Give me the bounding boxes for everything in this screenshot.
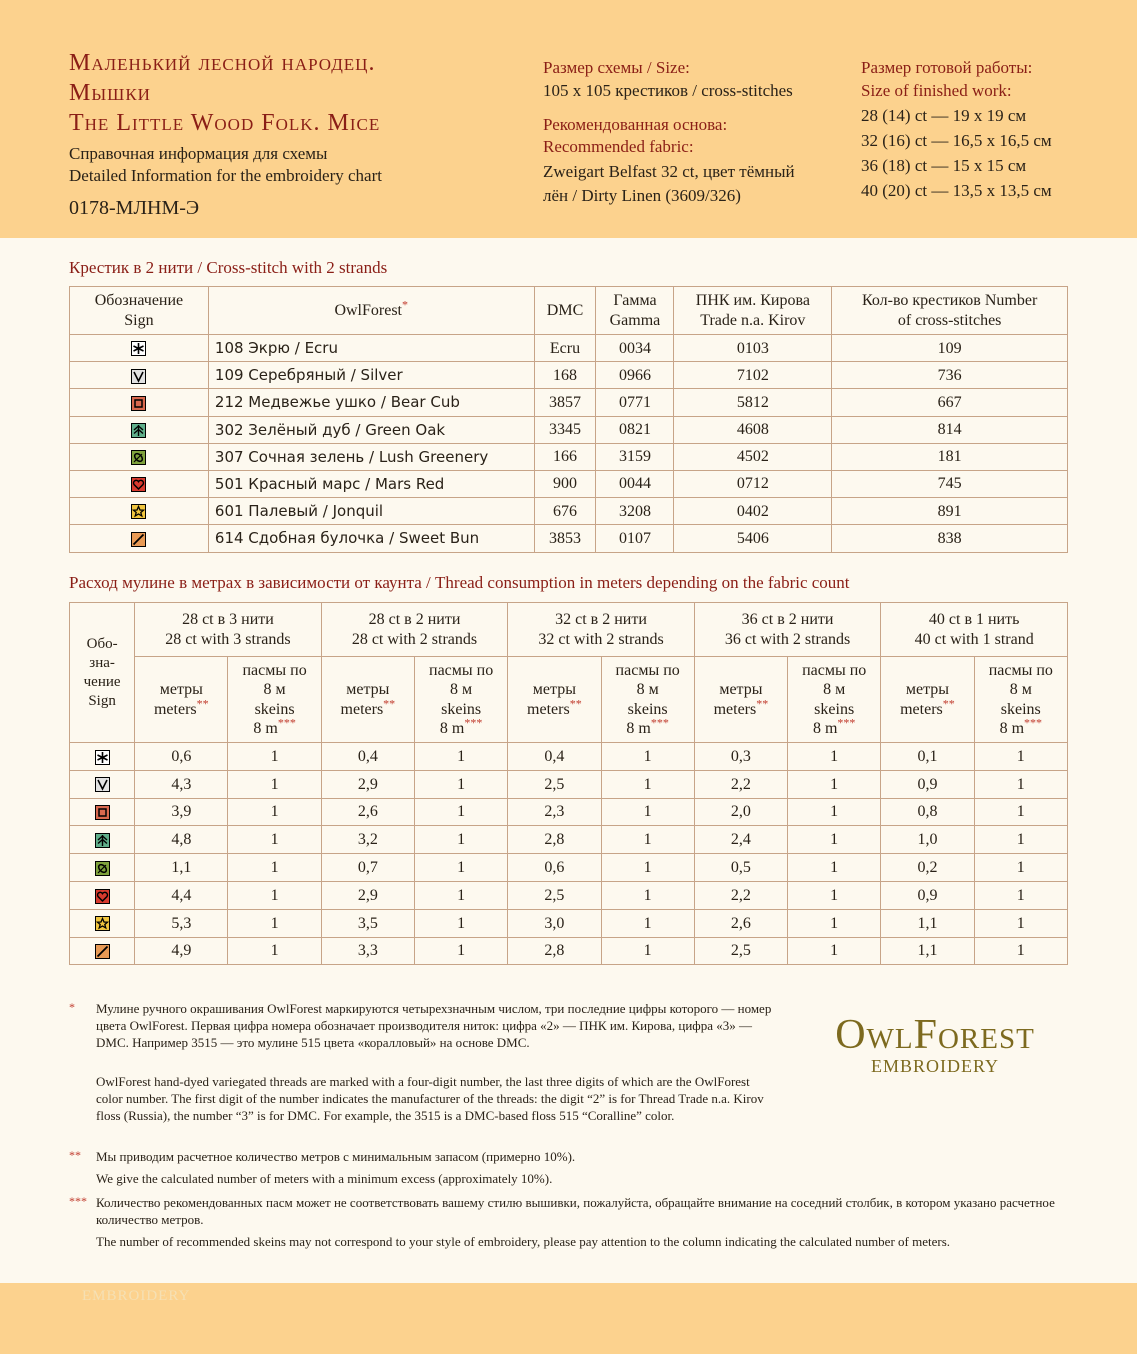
footnote-2-ru: Мы приводим расчетное количество метров с минимальным запасом (примерно 10%). xyxy=(96,1149,576,1164)
finished-size-item: 40 (20) ct — 13,5 x 13,5 см xyxy=(861,181,1052,200)
finished-size-item: 36 (18) ct — 15 x 15 см xyxy=(861,156,1027,175)
sign-cell xyxy=(70,743,135,771)
table-row xyxy=(70,470,1068,497)
header-skeins: пасмы по 8 м skeins 8 m*** xyxy=(414,657,507,743)
meters-cell: 0,8 xyxy=(881,798,974,826)
meters-cell: 2,3 xyxy=(508,798,601,826)
header-meters: метры meters** xyxy=(135,657,228,743)
skeins-cell: 1 xyxy=(974,937,1067,965)
title-ru-line1: Маленький лесной народец. xyxy=(69,50,376,76)
meters-cell: 2,5 xyxy=(508,881,601,909)
fabric-value-1: Zweigart Belfast 32 ct, цвет тёмный xyxy=(543,162,795,181)
footnote-mark-2: ** xyxy=(69,1148,81,1162)
meters-cell: 0,4 xyxy=(508,743,601,771)
owlforest-logo xyxy=(800,1012,1070,1077)
slash-icon xyxy=(95,944,110,959)
color-table xyxy=(69,286,1068,553)
fabric-value-2: лён / Dirty Linen (3609/326) xyxy=(543,186,741,205)
sign-cell xyxy=(70,498,209,525)
size-value: 105 x 105 крестиков / cross-stitches xyxy=(543,81,793,100)
meters-cell: 4,9 xyxy=(135,937,228,965)
skeins-cell: 1 xyxy=(601,854,694,882)
header-meters: метры meters** xyxy=(694,657,787,743)
sign-cell xyxy=(70,770,135,798)
header-skeins: пасмы по 8 м skeins 8 m*** xyxy=(974,657,1067,743)
dmc-cell: 166 xyxy=(534,443,596,470)
table-row xyxy=(70,798,1068,826)
skeins-cell: 1 xyxy=(788,770,881,798)
meters-cell: 0,6 xyxy=(135,743,228,771)
skeins-cell: 1 xyxy=(414,909,507,937)
pnk-cell: 7102 xyxy=(674,362,832,389)
skeins-cell: 1 xyxy=(788,743,881,771)
color-name-cell: 501 Красный марс / Mars Red xyxy=(208,470,534,497)
pnk-cell: 5406 xyxy=(674,525,832,552)
reference-ru: Справочная информация для схемы xyxy=(69,144,328,163)
sign-cell xyxy=(70,881,135,909)
logo-wordmark: OwlForest xyxy=(835,1012,1035,1058)
meters-cell: 1,1 xyxy=(881,909,974,937)
heart-icon xyxy=(95,889,110,904)
table2-title: Расход мулине в метрах в зависимости от каунта / Thread consumption in meters depending on the fabric count xyxy=(69,573,850,592)
count-cell: 814 xyxy=(832,416,1068,443)
meters-cell: 4,3 xyxy=(135,770,228,798)
count-cell: 181 xyxy=(832,443,1068,470)
header-skeins: пасмы по 8 м skeins 8 m*** xyxy=(601,657,694,743)
dmc-cell: 676 xyxy=(534,498,596,525)
sign-cell xyxy=(70,937,135,965)
count-cell: 838 xyxy=(832,525,1068,552)
table-row xyxy=(70,443,1068,470)
header-group: 32 ct в 2 нити 32 ct with 2 strands xyxy=(508,603,695,657)
table-row xyxy=(70,770,1068,798)
table1-title: Крестик в 2 нити / Cross-stitch with 2 strands xyxy=(69,258,388,277)
table-header-row xyxy=(70,603,1068,657)
meters-cell: 3,3 xyxy=(321,937,414,965)
check-icon xyxy=(95,777,110,792)
skeins-cell: 1 xyxy=(974,881,1067,909)
meters-cell: 1,0 xyxy=(881,826,974,854)
meters-cell: 3,5 xyxy=(321,909,414,937)
skeins-cell: 1 xyxy=(228,881,321,909)
skeins-cell: 1 xyxy=(414,743,507,771)
skeins-cell: 1 xyxy=(601,909,694,937)
header-meters: метры meters** xyxy=(881,657,974,743)
header-meters: метры meters** xyxy=(508,657,601,743)
tree-icon xyxy=(95,833,110,848)
footnote-3-en: The number of recommended skeins may not correspond to your style of embroidery, please pay attention to the column indicating the calculated number of meters. xyxy=(96,1234,951,1249)
color-name-cell: 601 Палевый / Jonquil xyxy=(208,498,534,525)
meters-cell: 0,2 xyxy=(881,854,974,882)
skeins-cell: 1 xyxy=(788,909,881,937)
meters-cell: 3,0 xyxy=(508,909,601,937)
meters-cell: 2,2 xyxy=(694,770,787,798)
footnote-1-en: OwlForest hand-dyed variegated threads are marked with a four-digit number, the last three digits of which are the OwlForest color number. The first digit of the number indicates the manufacturer of the threads: the digit “2” is for Thread Trade n.a. Kirov floss (Russia), the number “3” is for DMC. For example, the 3515 is a DMC-based floss 515 “Coralline” color. xyxy=(96,1074,764,1123)
footnote-mark-1: * xyxy=(69,1000,75,1014)
pnk-cell: 4502 xyxy=(674,443,832,470)
meters-cell: 4,8 xyxy=(135,826,228,854)
sign-cell xyxy=(70,416,209,443)
logo-subtitle: EMBROIDERY xyxy=(870,1056,999,1076)
skeins-cell: 1 xyxy=(228,937,321,965)
skeins-cell: 1 xyxy=(974,770,1067,798)
table-row xyxy=(70,909,1068,937)
sign-cell xyxy=(70,854,135,882)
sign-cell xyxy=(70,470,209,497)
color-name-cell: 212 Медвежье ушко / Bear Cub xyxy=(208,389,534,416)
slash-icon xyxy=(131,532,146,547)
table-subheader-row xyxy=(70,657,1068,743)
meters-cell: 2,8 xyxy=(508,826,601,854)
meters-cell: 1,1 xyxy=(135,854,228,882)
skeins-cell: 1 xyxy=(228,798,321,826)
header-pnk: ПНК им. Кирова Trade n.a. Kirov xyxy=(674,287,832,335)
title-ru-line2: Мышки xyxy=(69,80,151,106)
skeins-cell: 1 xyxy=(788,854,881,882)
square-icon xyxy=(95,805,110,820)
fabric-label-ru: Рекомендованная основа: xyxy=(543,115,728,134)
skeins-cell: 1 xyxy=(414,826,507,854)
size-label: Размер схемы / Size: xyxy=(543,58,690,77)
count-cell: 745 xyxy=(832,470,1068,497)
sign-cell xyxy=(70,389,209,416)
table-header-row xyxy=(70,287,1068,335)
meters-cell: 3,9 xyxy=(135,798,228,826)
skeins-cell: 1 xyxy=(601,798,694,826)
skeins-cell: 1 xyxy=(974,743,1067,771)
meters-cell: 2,0 xyxy=(694,798,787,826)
meters-cell: 0,9 xyxy=(881,770,974,798)
chart-code: 0178-МЛНМ-Э xyxy=(69,197,200,219)
header-group: 36 ct в 2 нити 36 ct with 2 strands xyxy=(694,603,881,657)
table-row xyxy=(70,498,1068,525)
skeins-cell: 1 xyxy=(974,826,1067,854)
count-cell: 109 xyxy=(832,335,1068,362)
count-cell: 667 xyxy=(832,389,1068,416)
table-row xyxy=(70,743,1068,771)
meters-cell: 2,6 xyxy=(694,909,787,937)
sign-cell xyxy=(70,443,209,470)
meters-cell: 0,5 xyxy=(694,854,787,882)
title-en: The Little Wood Folk. Mice xyxy=(69,110,381,136)
check-icon xyxy=(131,369,146,384)
fabric-label-en: Recommended fabric: xyxy=(543,137,694,156)
skeins-cell: 1 xyxy=(601,826,694,854)
asterisk-icon xyxy=(131,341,146,356)
table-row xyxy=(70,937,1068,965)
finished-size-item: 32 (16) ct — 16,5 x 16,5 см xyxy=(861,131,1052,150)
finished-size-item: 28 (14) ct — 19 x 19 см xyxy=(861,106,1027,125)
skeins-cell: 1 xyxy=(601,881,694,909)
skeins-cell: 1 xyxy=(601,743,694,771)
meters-cell: 2,5 xyxy=(694,937,787,965)
skeins-cell: 1 xyxy=(414,854,507,882)
header-group: 28 ct в 3 нити 28 ct with 3 strands xyxy=(135,603,322,657)
color-name-cell: 302 Зелёный дуб / Green Oak xyxy=(208,416,534,443)
meters-cell: 0,1 xyxy=(881,743,974,771)
meters-cell: 0,3 xyxy=(694,743,787,771)
gamma-cell: 0821 xyxy=(596,416,674,443)
meters-cell: 2,4 xyxy=(694,826,787,854)
star-icon xyxy=(131,504,146,519)
meters-cell: 2,9 xyxy=(321,881,414,909)
header-skeins: пасмы по 8 м skeins 8 m*** xyxy=(788,657,881,743)
pnk-cell: 4608 xyxy=(674,416,832,443)
header-gamma: Гамма Gamma xyxy=(596,287,674,335)
skeins-cell: 1 xyxy=(601,937,694,965)
meters-cell: 0,4 xyxy=(321,743,414,771)
meters-cell: 1,1 xyxy=(881,937,974,965)
dmc-cell: 3853 xyxy=(534,525,596,552)
table-row xyxy=(70,362,1068,389)
dmc-cell: 168 xyxy=(534,362,596,389)
tree-icon xyxy=(131,423,146,438)
table-row xyxy=(70,335,1068,362)
skeins-cell: 1 xyxy=(414,937,507,965)
skeins-cell: 1 xyxy=(414,770,507,798)
meters-cell: 2,9 xyxy=(321,770,414,798)
skeins-cell: 1 xyxy=(228,770,321,798)
header-dmc: DMC xyxy=(534,287,596,335)
color-name-cell: 109 Серебряный / Silver xyxy=(208,362,534,389)
table-row xyxy=(70,416,1068,443)
footnote-1-ru: Мулине ручного окрашивания OwlForest маркируются четырехзначным числом, три последние цифры которого — номер цвета OwlForest. Первая цифра номера обозначает производителя ниток: цифра «2» — ПНК им. Кирова, цифра «3» — DMC. Например 3515 — это мулине 515 цвета «коралловый» на основе DMC. xyxy=(96,1001,772,1050)
skeins-cell: 1 xyxy=(414,798,507,826)
skeins-cell: 1 xyxy=(788,798,881,826)
gamma-cell: 0034 xyxy=(596,335,674,362)
skeins-cell: 1 xyxy=(601,770,694,798)
gamma-cell: 0771 xyxy=(596,389,674,416)
pnk-cell: 0402 xyxy=(674,498,832,525)
meters-cell: 2,2 xyxy=(694,881,787,909)
gamma-cell: 3159 xyxy=(596,443,674,470)
header-sign: Обозначение Sign xyxy=(70,287,209,335)
header-group: 40 ct в 1 нить 40 ct with 1 strand xyxy=(881,603,1068,657)
skeins-cell: 1 xyxy=(228,854,321,882)
meters-cell: 0,9 xyxy=(881,881,974,909)
gamma-cell: 0107 xyxy=(596,525,674,552)
count-cell: 891 xyxy=(832,498,1068,525)
dmc-cell: 900 xyxy=(534,470,596,497)
meters-cell: 2,6 xyxy=(321,798,414,826)
table-row xyxy=(70,826,1068,854)
pnk-cell: 5812 xyxy=(674,389,832,416)
leaf-icon xyxy=(95,861,110,876)
meters-cell: 5,3 xyxy=(135,909,228,937)
skeins-cell: 1 xyxy=(974,909,1067,937)
table-row xyxy=(70,881,1068,909)
skeins-cell: 1 xyxy=(788,881,881,909)
count-cell: 736 xyxy=(832,362,1068,389)
meters-cell: 2,5 xyxy=(508,770,601,798)
skeins-cell: 1 xyxy=(414,881,507,909)
reference-en: Detailed Information for the embroidery chart xyxy=(69,166,382,185)
table-row xyxy=(70,525,1068,552)
gamma-cell: 0044 xyxy=(596,470,674,497)
gamma-cell: 3208 xyxy=(596,498,674,525)
footnote-2-en: We give the calculated number of meters with a minimum excess (approximately 10%). xyxy=(96,1171,553,1186)
skeins-cell: 1 xyxy=(974,854,1067,882)
asterisk-icon xyxy=(95,750,110,765)
footnote-mark-3: *** xyxy=(69,1194,87,1208)
footer-text: EMBROIDERY xyxy=(82,1288,191,1304)
dmc-cell: 3345 xyxy=(534,416,596,443)
square-icon xyxy=(131,396,146,411)
header-group: 28 ct в 2 нити 28 ct with 2 strands xyxy=(321,603,508,657)
header-skeins: пасмы по 8 м skeins 8 m*** xyxy=(228,657,321,743)
heart-icon xyxy=(131,477,146,492)
header-count: Кол-во крестиков Number of cross-stitches xyxy=(832,287,1068,335)
sign-cell xyxy=(70,335,209,362)
skeins-cell: 1 xyxy=(788,937,881,965)
sign-cell xyxy=(70,798,135,826)
meters-cell: 0,7 xyxy=(321,854,414,882)
dmc-cell: 3857 xyxy=(534,389,596,416)
pnk-cell: 0712 xyxy=(674,470,832,497)
star-icon xyxy=(95,916,110,931)
finished-label-en: Size of finished work: xyxy=(861,81,1012,100)
header-sign: Обо- зна- чение Sign xyxy=(70,603,135,743)
skeins-cell: 1 xyxy=(974,798,1067,826)
sign-cell xyxy=(70,826,135,854)
skeins-cell: 1 xyxy=(228,826,321,854)
dmc-cell: Ecru xyxy=(534,335,596,362)
color-name-cell: 307 Сочная зелень / Lush Greenery xyxy=(208,443,534,470)
sign-cell xyxy=(70,909,135,937)
sign-cell xyxy=(70,525,209,552)
meters-cell: 0,6 xyxy=(508,854,601,882)
table-row xyxy=(70,389,1068,416)
meters-cell: 3,2 xyxy=(321,826,414,854)
finished-label-ru: Размер готовой работы: xyxy=(861,58,1033,77)
skeins-cell: 1 xyxy=(228,743,321,771)
sign-cell xyxy=(70,362,209,389)
color-name-cell: 614 Сдобная булочка / Sweet Bun xyxy=(208,525,534,552)
color-name-cell: 108 Экрю / Ecru xyxy=(208,335,534,362)
skeins-cell: 1 xyxy=(788,826,881,854)
skeins-cell: 1 xyxy=(228,909,321,937)
table-row xyxy=(70,854,1068,882)
header-meters: метры meters** xyxy=(321,657,414,743)
meters-cell: 4,4 xyxy=(135,881,228,909)
meters-cell: 2,8 xyxy=(508,937,601,965)
pnk-cell: 0103 xyxy=(674,335,832,362)
header-owlforest: OwlForest* xyxy=(208,287,534,335)
gamma-cell: 0966 xyxy=(596,362,674,389)
footnote-3-ru: Количество рекомендованных пасм может не соответствовать вашему стилю вышивки, пожалуйста, обращайте внимание на соседний столбик, в котором указано расчетное количество метров. xyxy=(96,1195,1055,1227)
leaf-icon xyxy=(131,450,146,465)
consumption-table xyxy=(69,602,1068,965)
